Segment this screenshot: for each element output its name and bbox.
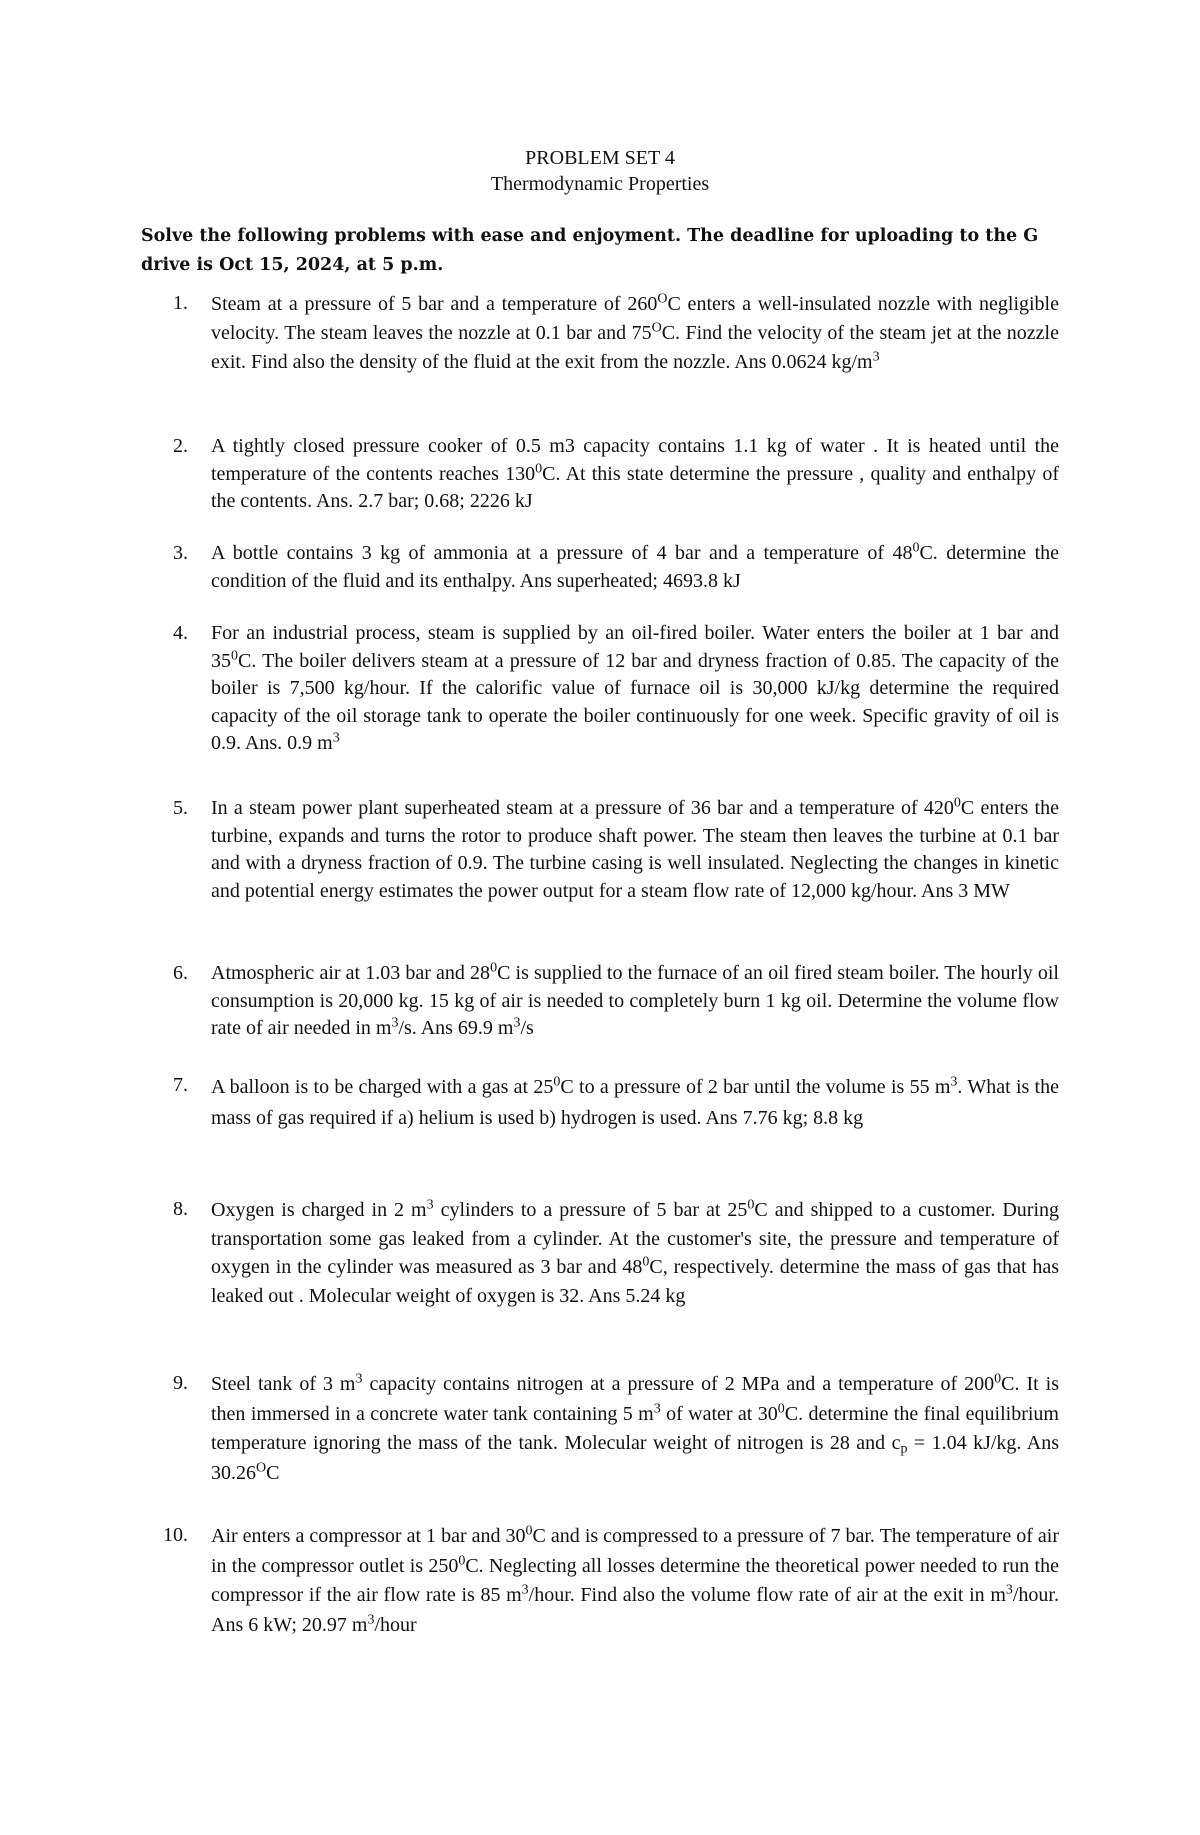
problem-number: 10. <box>163 1524 188 1546</box>
problem-number: 5. <box>173 797 188 819</box>
problem-3 <box>141 540 1059 595</box>
instructions: Solve the following problems with ease and enjoyment. The deadline for uploading to the G drive is Oct 15, 2024, at 5 p.m. <box>141 226 1039 275</box>
problem-text: A balloon is to be charged with a gas at $25^0C$ to a pressure of 2 bar until the volume is 55 $m^3$. What is the mass of gas required if a) helium is used b) hydrogen is used. Ans 7.76 kg; 8.8 kg <box>211 1074 1059 1129</box>
problem-text: A bottle contains 3 kg of ammonia at a pressure of 4 bar and a temperature of $48^0C$. determine the condition of the fluid and its enthalpy. Ans superheated; 4693.8 kJ <box>211 540 1060 592</box>
problem-number: 4. <box>173 622 188 644</box>
problem-text: A tightly closed pressure cooker of 0.5 m3 capacity contains 1.1 kg of water . It is heated until the temperature of the contents reaches $130^0C$. At this state determine the pressure , quality and enthalpy of the contents. Ans. 2.7 bar; 0.68; 2226 kJ <box>211 435 1059 512</box>
problem-number: 9. <box>173 1372 188 1394</box>
problem-text: Steel tank of 3 $m^3$ capacity contains nitrogen at a pressure of 2 MPa and a temperature of $200^0C$. It is then immersed in a concrete water tank containing 5 $m^3$ of water at $30^0C$. determine the final equilibrium temperature ignoring the mass of the tank. Molecular weight of nitrogen is 28 and $c_p = 1.04$ kJ/kg. Ans $30.26^OC$ <box>211 1371 1059 1484</box>
problem-1 <box>141 290 1059 377</box>
problem-4 <box>141 620 1059 758</box>
problem-text: Steam at a pressure of 5 bar and a temperature of $260^OC$ enters a well-insulated nozzle with negligible velocity. The steam leaves the nozzle at 0.1 bar and $75^OC$. Find the velocity of the steam jet at the nozzle exit. Find also the density of the fluid at the exit from the nozzle. Ans 0.0624 $kg/m^3$ <box>211 291 1059 373</box>
problem-5 <box>141 795 1059 905</box>
problem-number: 6. <box>173 962 188 984</box>
problem-9 <box>141 1370 1059 1488</box>
problem-number: 7. <box>173 1074 188 1096</box>
problem-2 <box>141 433 1059 516</box>
problem-text: For an industrial process, steam is supplied by an oil-fired boiler. Water enters the boiler at 1 bar and $35^0C$. The boiler delivers steam at a pressure of 12 bar and dryness fraction of 0.85. The capacity of the boiler is 7,500 kg/hour. If the calorific value of furnace oil is 30,000 kJ/kg determine the required capacity of the oil storage tank to operate the boiler continuously for one week. Specific gravity of oil is 0.9. Ans. 0.9 $m^3$ <box>211 622 1059 754</box>
problem-7 <box>141 1072 1059 1134</box>
problem-10 <box>141 1522 1059 1640</box>
problem-text: Atmospheric air at 1.03 bar and $28^0C$ is supplied to the furnace of an oil fired steam boiler. The hourly oil consumption is 20,000 kg. 15 kg of air is needed to completely burn 1 kg oil. Determine the volume flow rate of air needed in $m^3/s$. Ans 69.9 $m^3/s$ <box>211 960 1059 1039</box>
problem-text: Air enters a compressor at 1 bar and $30^0C$ and is compressed to a pressure of 7 bar. The temperature of air in the compressor outlet is $250^0C$. Neglecting all losses determine the theoretical power needed to run the compressor if the air flow rate is 85 $m^3$/hour. Find also the volume flow rate of air at the exit in $m^3$/hour. Ans 6 kW; 20.97 $m^3$/hour <box>211 1523 1059 1636</box>
problem-number: 1. <box>173 292 188 314</box>
problem-number: 3. <box>173 542 188 564</box>
problem-number: 8. <box>173 1198 188 1220</box>
page-subtitle: Thermodynamic Properties <box>490 173 710 195</box>
problem-text: In a steam power plant superheated steam at a pressure of 36 bar and a temperature of $420^0C$ enters the turbine, expands and turns the rotor to produce shaft power. The steam then leaves the turbine at 0.1 bar and with a dryness fraction of 0.9. The turbine casing is well insulated. Neglecting the changes in kinetic and potential energy estimates the power output for a steam flow rate of 12,000 kg/hour. Ans 3 MW <box>211 795 1059 902</box>
problem-6 <box>141 960 1059 1043</box>
problem-text: Oxygen is charged in 2 $m^3$ cylinders to a pressure of 5 bar at $25^0C$ and shipped to a customer. During transportation some gas leaked from a cylinder. At the customer's site, the pressure and temperature of oxygen in the cylinder was measured as 3 bar and $48^0C$, respectively. determine the mass of gas that has leaked out . Molecular weight of oxygen is 32. Ans 5.24 kg <box>211 1197 1060 1307</box>
problem-number: 2. <box>173 435 188 457</box>
problem-8 <box>141 1196 1059 1310</box>
page-title: PROBLEM SET 4 <box>525 147 675 169</box>
